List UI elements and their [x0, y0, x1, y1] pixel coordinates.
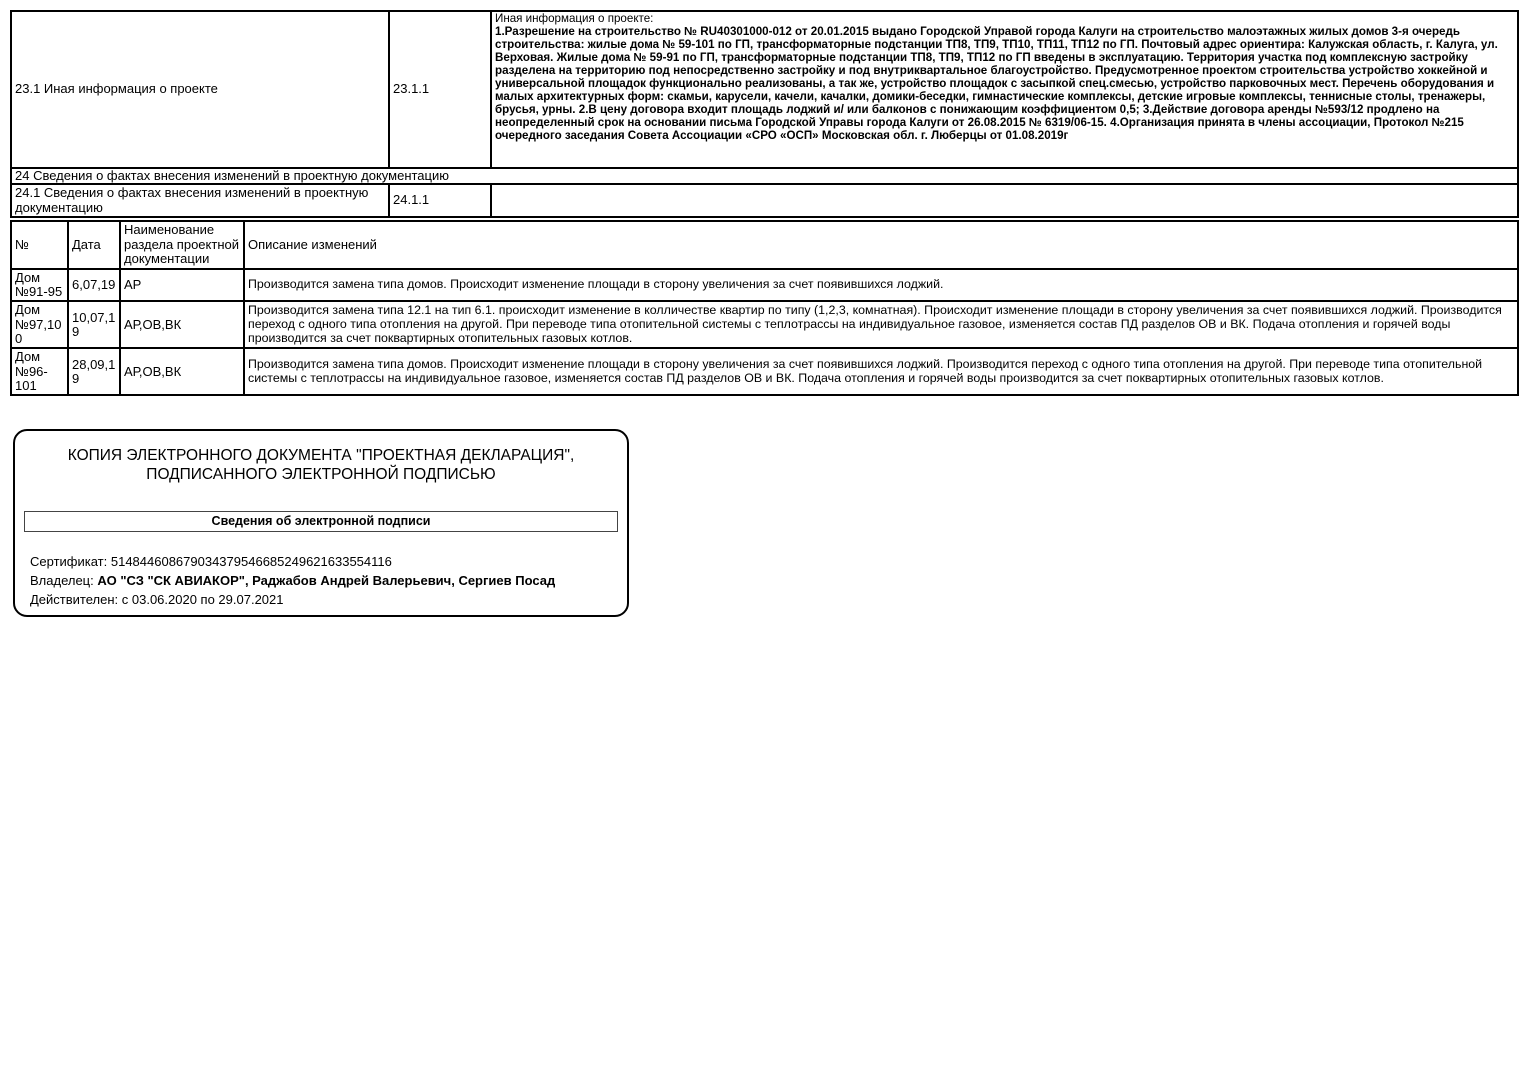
other-info-intro: Иная информация о проекте:	[495, 12, 654, 25]
row-24-1-code: 24.1.1	[389, 184, 491, 217]
table-row	[11, 301, 1518, 348]
changes-table	[10, 220, 1519, 396]
owner-value: АО "СЗ "СК АВИАКОР", Раджабов Андрей Валерьевич, Сергиев Посад	[97, 573, 556, 589]
cell-date: 28,09,19	[68, 348, 120, 395]
row-23-1-code: 23.1.1	[389, 11, 491, 168]
row-24-1-label: 24.1 Сведения о фактах внесения изменений в проектную документацию	[11, 184, 389, 217]
row-24-1-value	[491, 184, 1518, 217]
row-24-1	[11, 184, 1518, 217]
header-date: Дата	[68, 221, 120, 269]
cell-section: АР	[120, 269, 244, 302]
signature-box-title	[15, 446, 627, 484]
cell-description: Производится замена типа 12.1 на тип 6.1. происходит изменение в колличестве квартир по типу (1,2,3, комнатная). Происходит изменение площади в сторону увеличения за счет появившихся лоджий. Производится переход с одного типа отопления на другой. При переводе типа отопительной системы с теплотрассы на индивидуальное газовое, изменяется состав ПД разделов ОВ и ВК. Подача отопления и горячей воды производится за счет поквартирных отопительных газовых котлов.	[244, 301, 1518, 348]
row-23-1-label: 23.1 Иная информация о проекте	[11, 11, 389, 168]
signature-box	[13, 429, 629, 617]
table-row	[11, 348, 1518, 395]
certificate-line	[30, 555, 613, 569]
row-section-24	[11, 168, 1518, 184]
cell-section: АР,ОВ,ВК	[120, 348, 244, 395]
signature-details	[30, 555, 613, 607]
owner-label: Владелец:	[30, 573, 94, 589]
cell-date: 6,07,19	[68, 269, 120, 302]
changes-table-header-row	[11, 221, 1518, 269]
cell-description: Производится замена типа домов. Происходит изменение площади в сторону увеличения за счет появившихся лоджий.	[244, 269, 1518, 302]
cell-date: 10,07,19	[68, 301, 120, 348]
certificate-value: 514844608679034379546685249621633554116	[110, 554, 392, 570]
owner-line	[30, 574, 613, 588]
other-info-body: 1.Разрешение на строительство № RU40301000-012 от 20.01.2015 выдано Городской Управой города Калуги на строительство малоэтажных жилых домов 3-я очередь строительства: жилые дома № 59-101 по ГП, трансформаторные подстанции ТП8, ТП9, ТП10, ТП11, ТП12 по ГП. Почтовый адрес ориентира: Калужская область, г. Калуга, ул. Верховая. Жилые дома № 59-91 по ГП, трансформаторные подстанции ТП8, ТП9, ТП12 по ГП введены в эксплуатацию. Территория участка под комплексную застройку разделена на территорию под непосредственно застройку и под внутриквартальное благоустройство. Предусмотренное проектом строительства устройство хоккейной и универсальной площадок функционально реализованы, а так же, устройство площадок с засыпкой спец.смесью, устройство парковочных мест. Перечень оборудования и малых архитектурных форм: скамьи, карусели, качели, качалки, домики-беседки, гимнастические комплексы, детские игровые комплексы, теннисные столы, тренажеры, брусья, урны. 2.В цену договора входит площадь лоджий и/ или балконов с понижающим коэффициентом 0,5; 3.Действие договора аренды №593/12 продлено на неопределенный срок на основании письма Городской Управы города Калуги от 26.08.2015 № 6319/06-15. 4.Организация принята в члены ассоциации, Протокол №215 очередного заседания Совета Ассоциации «СРО «ОСП» Московская обл. г. Люберцы от 01.08.2019г	[495, 25, 1498, 142]
row-23-1-content	[491, 11, 1518, 168]
validity-label: Действителен:	[30, 592, 119, 608]
cell-num: Дом №96-101	[11, 348, 68, 395]
header-section: Наименование раздела проектной документации	[120, 221, 244, 269]
signature-title-line2: ПОДПИСАННОГО ЭЛЕКТРОННОЙ ПОДПИСЬЮ	[146, 466, 496, 484]
cell-num: Дом №97,100	[11, 301, 68, 348]
project-info-table	[10, 10, 1519, 218]
validity-line	[30, 593, 613, 607]
table-row	[11, 269, 1518, 302]
certificate-label: Сертификат:	[30, 554, 108, 570]
signature-info-header: Сведения об электронной подписи	[24, 511, 618, 532]
cell-section: АР,ОВ,ВК	[120, 301, 244, 348]
header-num: №	[11, 221, 68, 269]
signature-title-line1: КОПИЯ ЭЛЕКТРОННОГО ДОКУМЕНТА "ПРОЕКТНАЯ ДЕКЛАРАЦИЯ",	[67, 447, 575, 465]
header-description: Описание изменений	[244, 221, 1518, 269]
validity-value: с 03.06.2020 по 29.07.2021	[121, 592, 284, 608]
section-24-header: 24 Сведения о фактах внесения изменений в проектную документацию	[11, 168, 1518, 184]
row-other-info	[11, 11, 1518, 168]
cell-num: Дом №91-95	[11, 269, 68, 302]
cell-description: Производится замена типа домов. Происходит изменение площади в сторону увеличения за счет появившихся лоджий. Производится переход с одного типа отопления на другой. При переводе типа отопительной системы с теплотрассы на индивидуальное газовое, изменяется состав ПД разделов ОВ и ВК. Подача отопления и горячей воды производится за счет поквартирных отопительных газовых котлов.	[244, 348, 1518, 395]
